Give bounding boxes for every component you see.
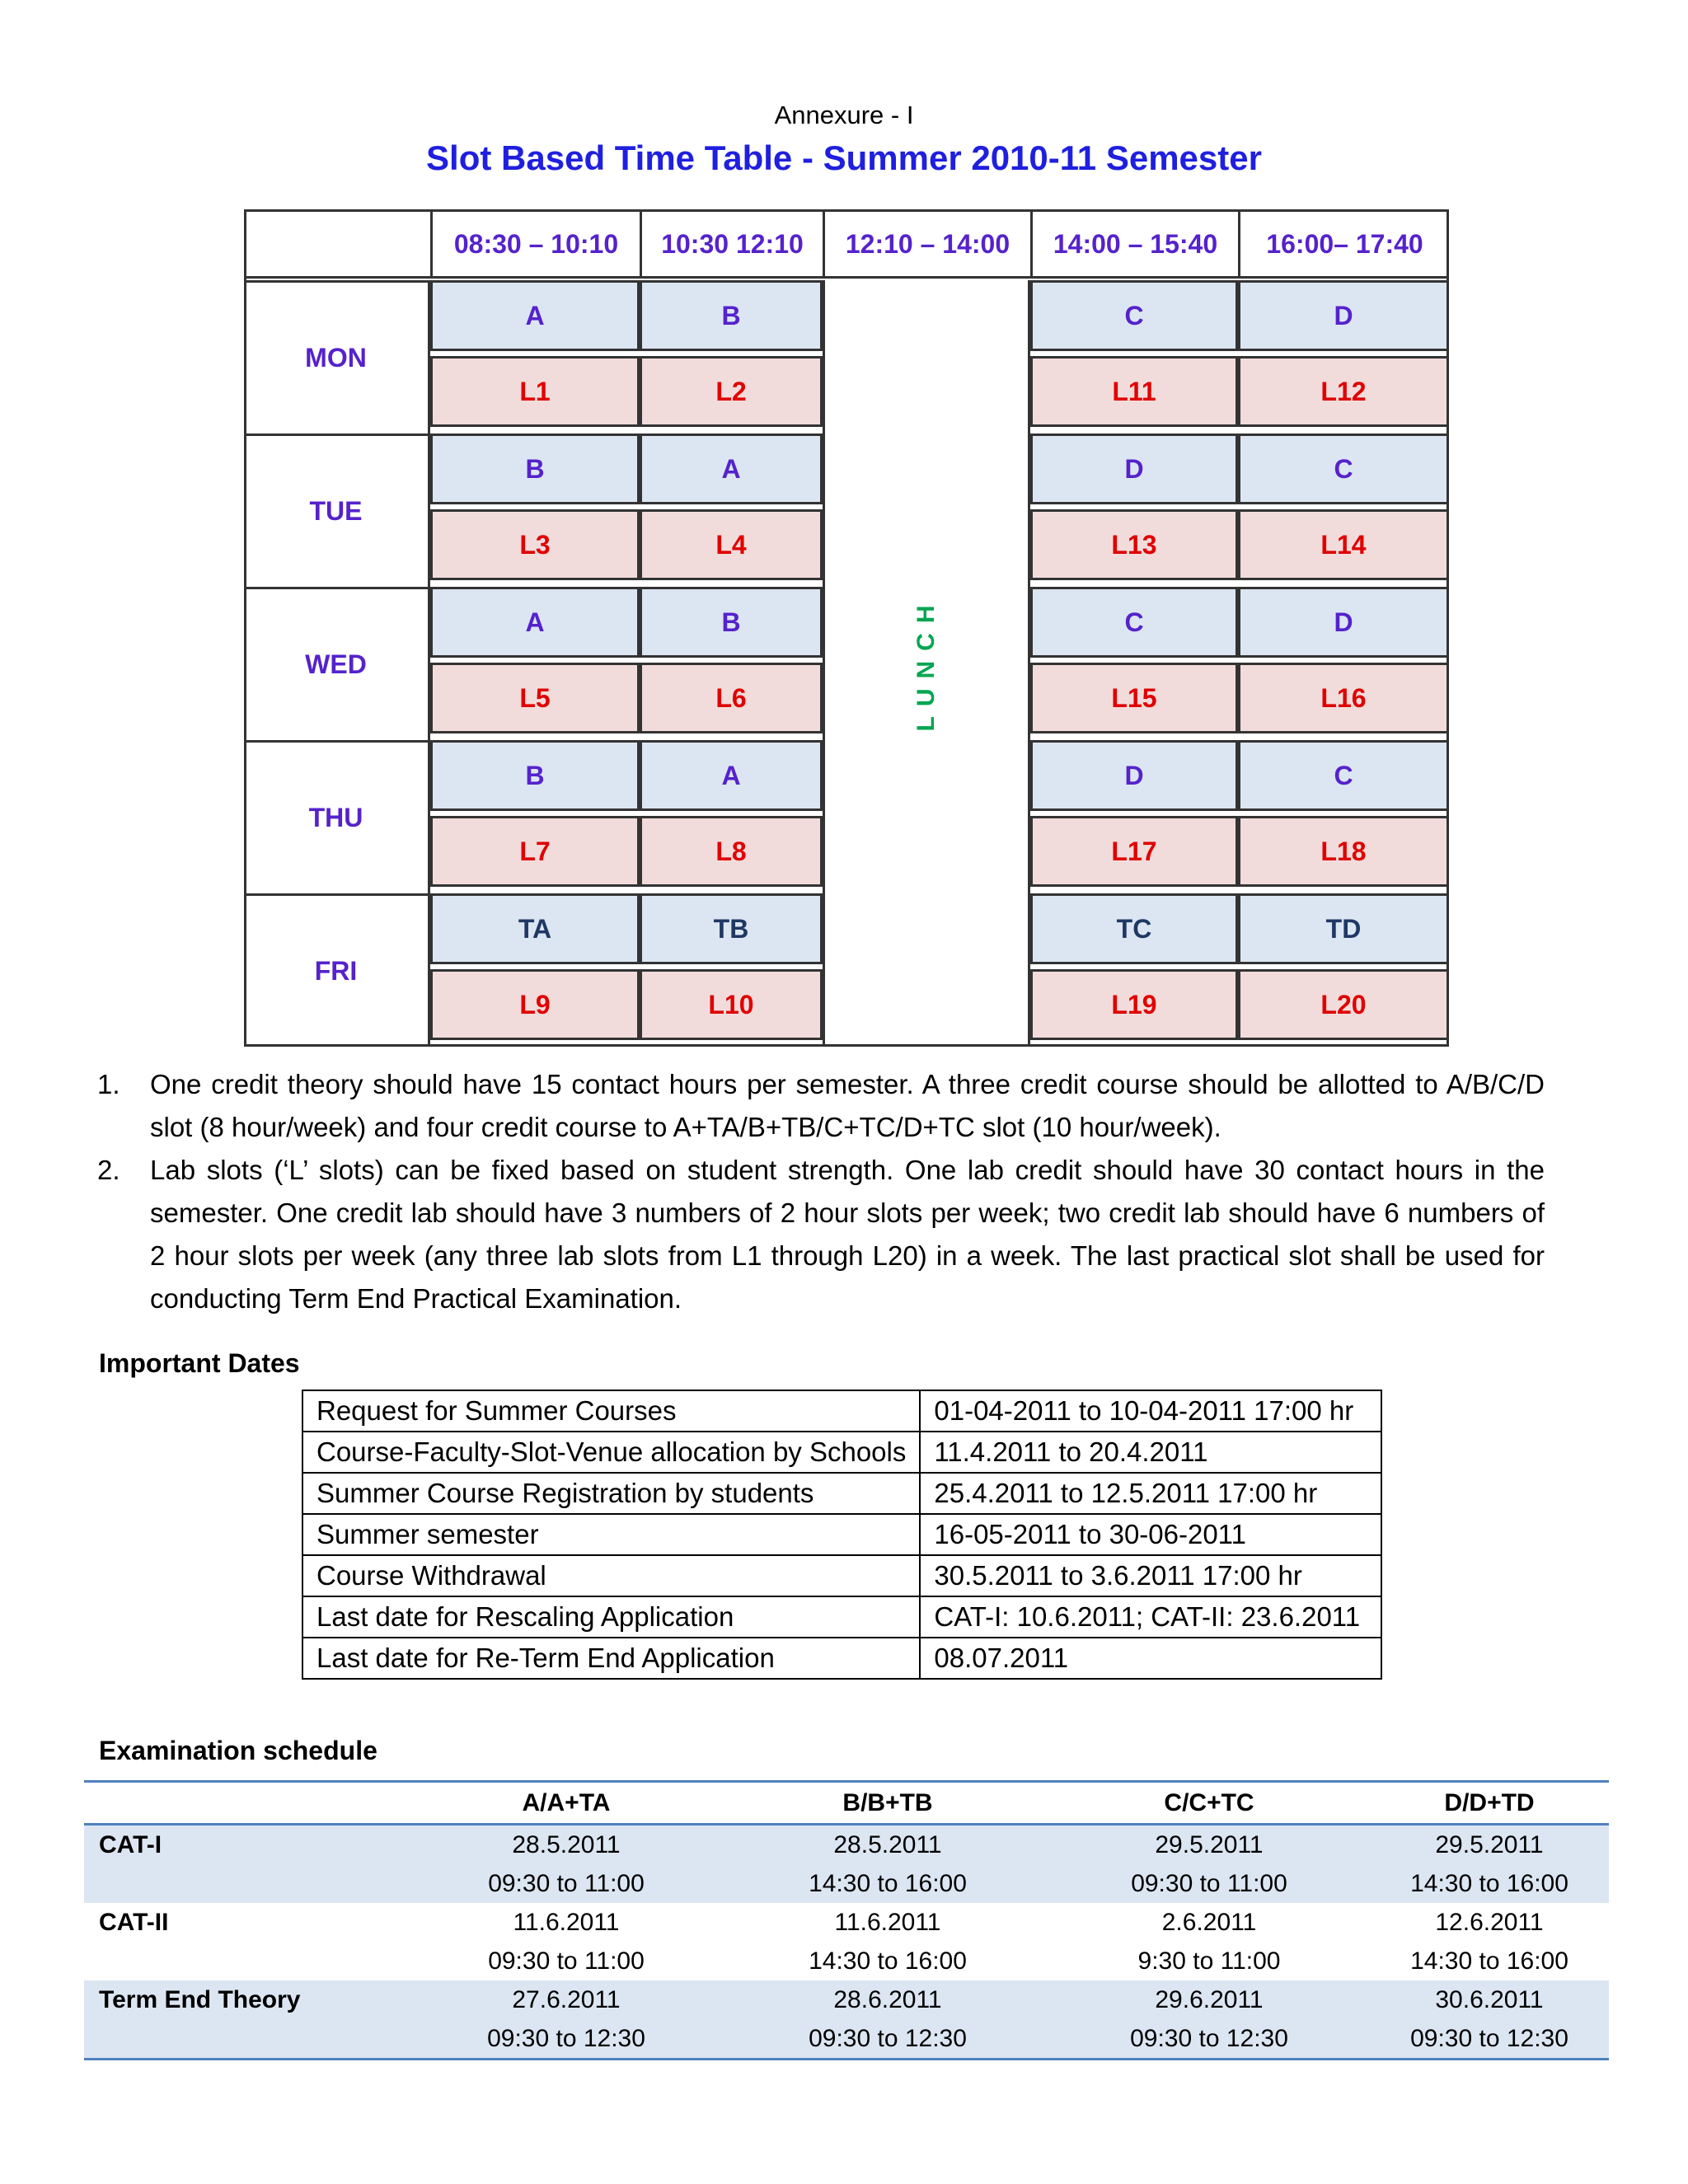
event-cell: Course-Faculty-Slot-Venue allocation by Schools	[302, 1432, 920, 1473]
date-cell: 11.4.2011 to 20.4.2011	[920, 1432, 1381, 1473]
table-row	[84, 1903, 1609, 1980]
slot-timetable	[244, 209, 1449, 1047]
theory-slot: C	[1238, 434, 1449, 504]
theory-slot: B	[640, 280, 823, 351]
table-row	[302, 1514, 1381, 1555]
tutorial-slot: TC	[1030, 893, 1238, 964]
column-header: A/A+TA	[522, 1789, 611, 1816]
lab-slot: L7	[430, 816, 640, 887]
table-top-rule	[84, 1780, 1609, 1783]
lab-slot: L9	[430, 969, 640, 1040]
lab-slot: L3	[430, 509, 640, 580]
date-cell: 30.5.2011 to 3.6.2011 17:00 hr	[920, 1555, 1381, 1596]
exam-cell	[1370, 1980, 1609, 2058]
table-row	[84, 1980, 1609, 2058]
tutorial-slot: TA	[430, 893, 640, 964]
exam-cell	[1048, 1980, 1370, 2058]
lunch-label: LUNCH	[912, 595, 940, 732]
exam-time: 09:30 to 12:30	[809, 2025, 967, 2052]
note-item	[97, 1149, 1545, 1320]
table-row	[302, 1638, 1381, 1679]
lab-slot: L19	[1030, 969, 1238, 1040]
theory-slot: C	[1030, 587, 1238, 658]
theory-slot: A	[640, 740, 823, 811]
lab-slot: L10	[640, 969, 823, 1040]
exam-time: 14:30 to 16:00	[809, 1870, 967, 1897]
theory-slot: D	[1030, 740, 1238, 811]
theory-slot: B	[430, 434, 640, 504]
date-cell: 16-05-2011 to 30-06-2011	[920, 1514, 1381, 1555]
exam-cell	[1370, 1825, 1609, 1903]
note-text: One credit theory should have 15 contact hours per semester. A three credit course should be allotted to A/B/C/D slot (8 hour/week) and four credit course to A+TA/B+TB/C+TC/D+TC slot (10 hour/week).	[150, 1069, 1545, 1142]
day-tue: TUE	[244, 434, 430, 587]
important-dates-title: Important Dates	[99, 1348, 300, 1378]
theory-slot: C	[1030, 280, 1238, 351]
exam-date: 2.6.2011	[1161, 1909, 1257, 1936]
lab-slot: L11	[1030, 356, 1238, 427]
tutorial-slot: TB	[640, 893, 823, 964]
event-cell: Course Withdrawal	[302, 1555, 920, 1596]
day-wed: WED	[244, 587, 430, 740]
exam-date: 28.5.2011	[512, 1831, 621, 1858]
exam-date: 28.6.2011	[833, 1986, 942, 2013]
column-header: B/B+TB	[842, 1789, 933, 1816]
date-cell: 25.4.2011 to 12.5.2011 17:00 hr	[920, 1473, 1381, 1514]
time-slot-header-lunch: 12:10 – 14:00	[823, 209, 1030, 279]
exam-cell	[406, 1980, 727, 2058]
column-header: C/C+TC	[1164, 1789, 1254, 1816]
exam-date: 29.5.2011	[1435, 1831, 1544, 1858]
page-title: Slot Based Time Table - Summer 2010-11 Semester	[426, 138, 1262, 177]
exam-time: 09:30 to 11:00	[488, 1947, 645, 1975]
table-row	[302, 1596, 1381, 1638]
row-label: Term End Theory	[99, 1986, 301, 2013]
exam-date: 30.6.2011	[1435, 1986, 1544, 2013]
exam-date: 11.6.2011	[513, 1909, 620, 1936]
lab-slot: L2	[640, 356, 823, 427]
exam-cell	[406, 1825, 727, 1903]
theory-slot: B	[640, 587, 823, 658]
date-cell: CAT-I: 10.6.2011; CAT-II: 23.6.2011	[920, 1596, 1381, 1638]
note-text: Lab slots (‘L’ slots) can be fixed based on student strength. One lab credit should have 30 contact hours in the semester. One credit lab should have 3 numbers of 2 hour slots per week; two credit lab should have 6 numbers of 2 hour slots per week (any three lab slots from L1 through L20) in a week. The last practical slot shall be used for conducting Term End Practical Examination.	[150, 1155, 1545, 1314]
row-label: CAT-II	[99, 1909, 169, 1936]
theory-slot: A	[430, 280, 640, 351]
notes-list	[97, 1063, 1545, 1320]
note-number: 2.	[97, 1155, 120, 1185]
note-number: 1.	[97, 1069, 120, 1099]
event-cell: Last date for Rescaling Application	[302, 1596, 920, 1638]
event-cell: Last date for Re-Term End Application	[302, 1638, 920, 1679]
important-dates-table	[302, 1390, 1382, 1680]
exam-schedule-title: Examination schedule	[99, 1736, 377, 1765]
exam-cell	[727, 1825, 1048, 1903]
exam-date: 28.5.2011	[833, 1831, 942, 1858]
exam-time: 09:30 to 11:00	[488, 1870, 645, 1897]
date-cell: 08.07.2011	[920, 1638, 1381, 1679]
exam-cell	[406, 1903, 727, 1980]
table-row	[302, 1432, 1381, 1473]
table-bottom-rule	[84, 2058, 1609, 2060]
table-row	[302, 1473, 1381, 1514]
lab-slot: L5	[430, 663, 640, 733]
annexure-label: Annexure - I	[774, 101, 914, 129]
theory-slot: D	[1030, 434, 1238, 504]
exam-time: 14:30 to 16:00	[1410, 1870, 1568, 1897]
lab-slot: L15	[1030, 663, 1238, 733]
time-slot-header-2: 10:30 12:10	[640, 209, 823, 279]
event-cell: Request for Summer Courses	[302, 1390, 920, 1432]
exam-cell	[1370, 1903, 1609, 1980]
exam-time: 9:30 to 11:00	[1137, 1947, 1281, 1975]
timetable-header-row	[244, 209, 1449, 279]
theory-slot: A	[430, 587, 640, 658]
time-slot-header-4: 14:00 – 15:40	[1030, 209, 1238, 279]
lab-slot: L13	[1030, 509, 1238, 580]
exam-cell	[1048, 1903, 1370, 1980]
lunch-column	[823, 280, 1030, 1047]
lab-slot: L18	[1238, 816, 1449, 887]
lab-slot: L4	[640, 509, 823, 580]
exam-time: 14:30 to 16:00	[809, 1947, 967, 1975]
exam-time: 09:30 to 12:30	[1130, 2025, 1288, 2052]
exam-cell	[727, 1980, 1048, 2058]
lab-slot: L16	[1238, 663, 1449, 733]
column-header: D/D+TD	[1444, 1789, 1535, 1816]
exam-date: 11.6.2011	[834, 1909, 941, 1936]
exam-cell	[1048, 1825, 1370, 1903]
exam-date: 29.5.2011	[1155, 1831, 1264, 1858]
exam-date: 29.6.2011	[1155, 1986, 1264, 2013]
exam-time: 09:30 to 11:00	[1131, 1870, 1287, 1897]
lab-slot: L14	[1238, 509, 1449, 580]
table-row	[302, 1555, 1381, 1596]
theory-slot: A	[640, 434, 823, 504]
exam-time: 09:30 to 12:30	[487, 2025, 645, 2052]
lab-slot: L20	[1238, 969, 1449, 1040]
tutorial-slot: TD	[1238, 893, 1449, 964]
lab-slot: L8	[640, 816, 823, 887]
exam-time: 14:30 to 16:00	[1410, 1947, 1568, 1975]
exam-date: 27.6.2011	[512, 1986, 621, 2013]
table-row	[84, 1825, 1609, 1903]
exam-cell	[727, 1903, 1048, 1980]
event-cell: Summer semester	[302, 1514, 920, 1555]
lab-slot: L17	[1030, 816, 1238, 887]
day-fri: FRI	[244, 893, 430, 1047]
theory-slot: B	[430, 740, 640, 811]
exam-date: 12.6.2011	[1435, 1909, 1544, 1936]
lab-slot: L1	[430, 356, 640, 427]
event-cell: Summer Course Registration by students	[302, 1473, 920, 1514]
theory-slot: C	[1238, 740, 1449, 811]
date-cell: 01-04-2011 to 10-04-2011 17:00 hr	[920, 1390, 1381, 1432]
theory-slot: D	[1238, 280, 1449, 351]
exam-time: 09:30 to 12:30	[1410, 2025, 1568, 2052]
row-label: CAT-I	[99, 1831, 162, 1858]
lab-slot: L12	[1238, 356, 1449, 427]
time-slot-header-5: 16:00– 17:40	[1238, 209, 1449, 279]
note-item	[97, 1063, 1545, 1149]
day-thu: THU	[244, 740, 430, 893]
theory-slot: D	[1238, 587, 1449, 658]
day-mon: MON	[244, 280, 430, 434]
exam-header-row	[84, 1783, 1609, 1823]
lab-slot: L6	[640, 663, 823, 733]
time-slot-header-1: 08:30 – 10:10	[430, 209, 640, 279]
table-row	[302, 1390, 1381, 1432]
